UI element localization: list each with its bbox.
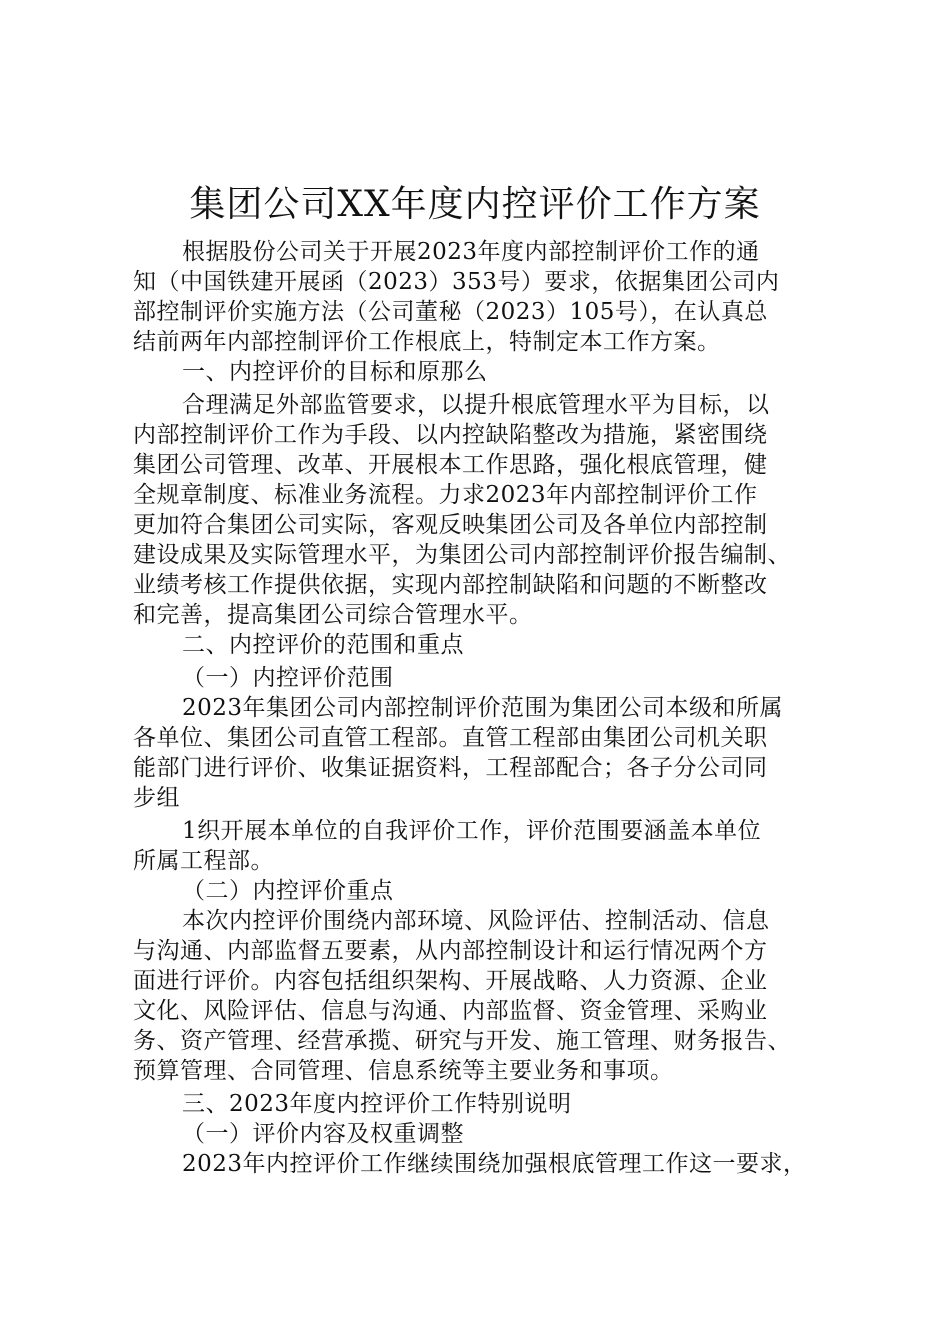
paragraph-line: 2023年内控评价工作继续围绕加强根底管理工作这一要求， (182, 1151, 807, 1177)
paragraph-line: 面进行评价。内容包括组织架构、开展战略、人力资源、企业 (133, 968, 768, 994)
paragraph-line: 合理满足外部监管要求，以提升根底管理水平为目标，以 (182, 392, 770, 418)
paragraph-line: 更加符合集团公司实际，客观反映集团公司及各单位内部控制 (133, 512, 768, 538)
paragraph-line: 根据股份公司关于开展2023年度内部控制评价工作的通 (182, 239, 760, 265)
paragraph-line: 文化、风险评估、信息与沟通、内部监督、资金管理、采购业 (133, 998, 768, 1024)
paragraph-line: 预算管理、合同管理、信息系统等主要业务和事项。 (133, 1058, 674, 1084)
paragraph-line: 和完善，提高集团公司综合管理水平。 (133, 602, 533, 628)
paragraph-line: 1织开展本单位的自我评价工作，评价范围要涵盖本单位 (182, 818, 762, 844)
section-heading: 二、内控评价的范围和重点 (182, 632, 464, 658)
paragraph-line: 建设成果及实际管理水平，为集团公司内部控制评价报告编制、 (133, 542, 791, 568)
paragraph-line: 与沟通、内部监督五要素，从内部控制设计和运行情况两个方 (133, 938, 768, 964)
paragraph-line: 内部控制评价工作为手段、以内控缺陷整改为措施，紧密围绕 (133, 422, 768, 448)
document-title: 集团公司XX年度内控评价工作方案 (189, 184, 761, 225)
paragraph-line: 结前两年内部控制评价工作根底上，特制定本工作方案。 (133, 329, 721, 355)
paragraph-line: 所属工程部。 (133, 848, 274, 874)
subsection-heading: （一）评价内容及权重调整 (182, 1121, 464, 1147)
section-heading: 一、内控评价的目标和原那么 (182, 359, 488, 385)
paragraph-line: 业绩考核工作提供依据，实现内部控制缺陷和问题的不断整改 (133, 572, 768, 598)
paragraph-line: 本次内控评价围绕内部环境、风险评估、控制活动、信息 (182, 908, 770, 934)
paragraph-line: 各单位、集团公司直管工程部。直管工程部由集团公司机关职 (133, 725, 768, 751)
section-heading: 三、2023年度内控评价工作特别说明 (182, 1091, 572, 1117)
paragraph-line: 务、资产管理、经营承揽、研究与开发、施工管理、财务报告、 (133, 1028, 791, 1054)
paragraph-line: 全规章制度、标准业务流程。力求2023年内部控制评价工作 (133, 482, 758, 508)
paragraph-line: 步组 (133, 785, 180, 811)
paragraph-line: 知（中国铁建开展函（2023）353号）要求，依据集团公司内 (133, 269, 780, 295)
paragraph-line: 集团公司管理、改革、开展根本工作思路，强化根底管理，健 (133, 452, 768, 478)
subsection-heading: （二）内控评价重点 (182, 878, 394, 904)
subsection-heading: （一）内控评价范围 (182, 665, 394, 691)
paragraph-line: 2023年集团公司内部控制评价范围为集团公司本级和所属 (182, 695, 784, 721)
paragraph-line: 能部门进行评价、收集证据资料，工程部配合；各子分公司同 (133, 755, 768, 781)
paragraph-line: 部控制评价实施方法（公司董秘（2023）105号），在认真总 (133, 299, 768, 325)
